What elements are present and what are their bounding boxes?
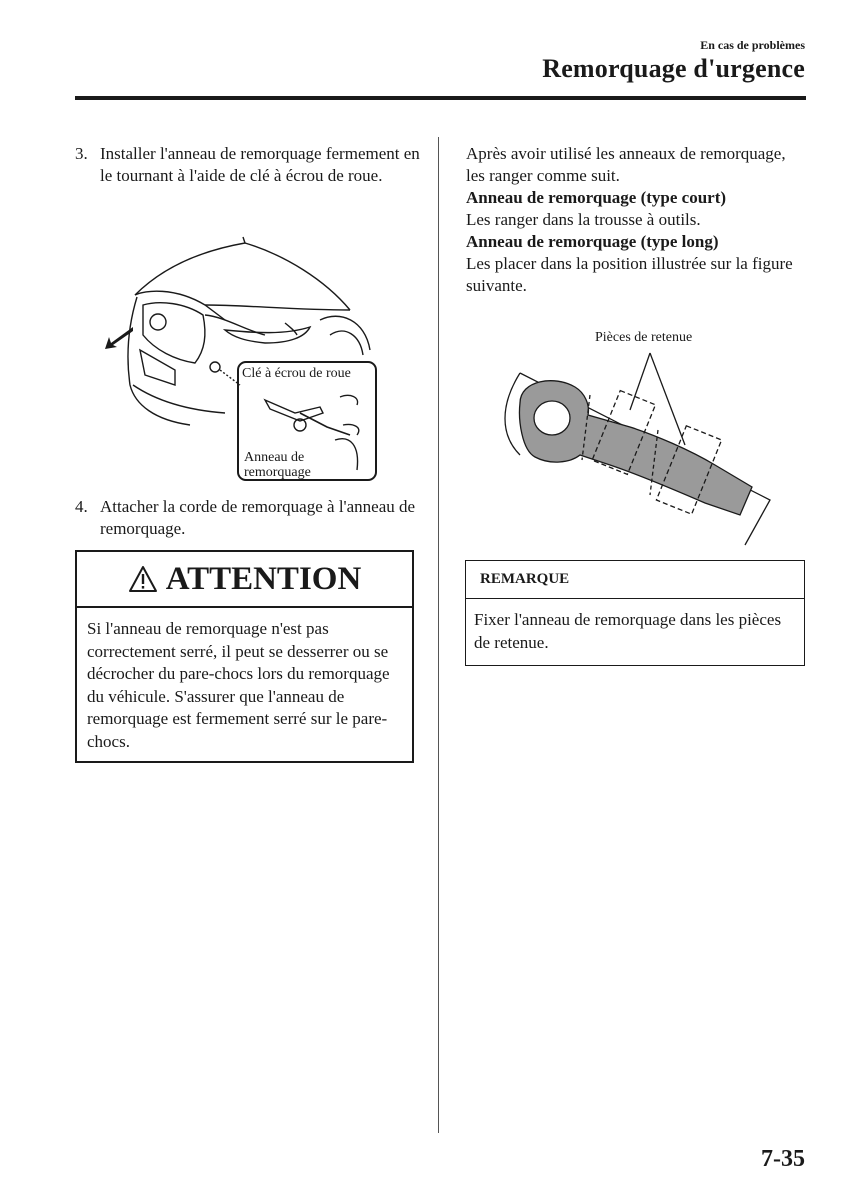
storage-instructions	[466, 143, 806, 297]
long-ring-text: Les placer dans la position illustrée sur la figure suivante.	[466, 254, 793, 295]
step-text: Installer l'anneau de remorquage fermement en le tournant à l'aide de clé à écrou de roue.	[100, 144, 420, 185]
warning-triangle-icon	[128, 565, 158, 593]
intro-text: Après avoir utilisé les anneaux de remorquage, les ranger comme suit.	[466, 144, 786, 185]
attention-title: ATTENTION	[165, 560, 362, 597]
step-3	[75, 143, 420, 187]
figure-retainers	[490, 325, 780, 550]
short-ring-heading: Anneau de remorquage (type court)	[466, 188, 727, 207]
header-rule	[75, 96, 806, 100]
step-number: 3.	[75, 144, 88, 163]
attention-header	[77, 552, 412, 608]
step-number: 4.	[75, 497, 88, 516]
page-number: 7-35	[761, 1146, 805, 1172]
label-wrench: Clé à écrou de roue	[242, 366, 351, 381]
arrow-icon	[105, 325, 135, 351]
long-ring-heading: Anneau de remorquage (type long)	[466, 232, 719, 251]
step-text: Attacher la corde de remorquage à l'anneau de remorquage.	[100, 497, 416, 538]
attention-box	[75, 550, 414, 763]
note-title: REMARQUE	[466, 561, 804, 599]
page-title: Remorquage d'urgence	[542, 54, 805, 83]
attention-text: Si l'anneau de remorquage n'est pas correctement serré, il peut se desserrer ou se décrocher du pare-chocs lors du remorquage du véhicule. S'assurer que l'anneau de remorquage est fermement serré sur le pare-chocs.	[87, 619, 390, 751]
note-box	[465, 560, 805, 666]
figure-car-tow-hook	[95, 235, 385, 490]
section-kicker: En cas de problèmes	[700, 38, 805, 52]
label-retainers: Pièces de retenue	[595, 330, 693, 345]
short-ring-text: Les ranger dans la trousse à outils.	[466, 210, 701, 229]
step-4	[75, 496, 420, 540]
column-divider	[438, 137, 439, 1133]
label-tow-ring: Anneau de remorquage	[244, 450, 311, 480]
note-text: Fixer l'anneau de remorquage dans les pièces de retenue.	[474, 610, 782, 652]
